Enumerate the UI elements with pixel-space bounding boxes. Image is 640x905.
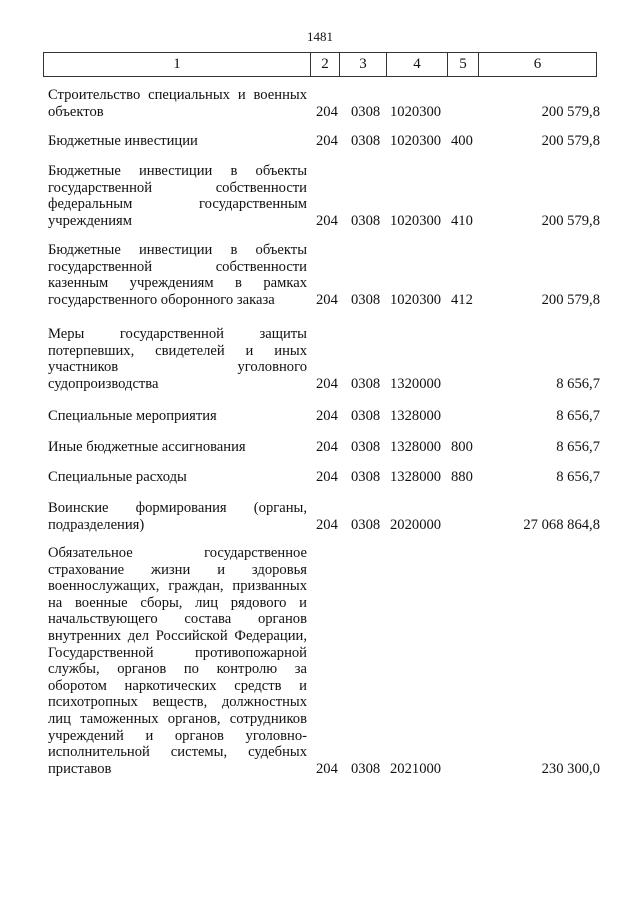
table-row: [48, 500, 600, 533]
description-line: Иные бюджетные ассигнования: [48, 439, 246, 455]
page-number: 1481: [307, 29, 333, 44]
cell-c4: 1020300: [390, 103, 442, 120]
description-line: потерпевших, свидетелей и иных: [48, 342, 307, 359]
description-line: Бюджетные инвестиции в объекты: [48, 163, 307, 179]
description-line: объектов: [48, 103, 104, 120]
table-row: [48, 439, 600, 456]
cell-c5: 410: [451, 212, 473, 229]
cell-c6: 200 579,8: [541, 291, 600, 308]
cell-c4: 1020300: [390, 291, 442, 308]
cell-c3: 0308: [351, 469, 381, 485]
header-col-6: 6: [533, 56, 542, 72]
description-line: казенным учреждениям в рамках: [48, 275, 307, 292]
description-line: участников уголовного: [48, 359, 307, 376]
cell-c2: 204: [316, 103, 338, 120]
description-line: страхование жизни и здоровья: [48, 561, 307, 578]
description-line: начальствующего состава органов: [48, 611, 307, 628]
cell-c5: 412: [451, 291, 473, 308]
description-line: службы, органов по контролю за: [48, 661, 307, 678]
cell-c4: 1328000: [390, 439, 442, 455]
cell-c5: 400: [451, 133, 473, 149]
cell-c3: 0308: [351, 375, 381, 392]
cell-c6: 8 656,7: [556, 375, 600, 392]
description-line: исполнительной системы, судебных: [48, 744, 307, 761]
cell-c2: 204: [316, 291, 338, 308]
table-header: [43, 52, 597, 77]
description-line: государственного оборонного заказа: [48, 291, 275, 308]
cell-c4: 2021000: [390, 760, 442, 777]
cell-c2: 204: [316, 516, 338, 533]
row-description: [48, 87, 307, 120]
cell-c4: 1020300: [390, 133, 442, 149]
description-line: военнослужащих, граждан, призванных: [48, 578, 307, 595]
cell-c6: 8 656,7: [556, 408, 600, 424]
cell-c3: 0308: [351, 439, 381, 455]
table-row: [48, 87, 600, 120]
row-description: [48, 408, 307, 425]
cell-c3: 0308: [351, 516, 381, 533]
row-description: [48, 469, 307, 486]
description-line: Воинские формирования (органы,: [48, 500, 307, 516]
description-line: оборотом наркотических средств и: [48, 677, 307, 694]
description-line: подразделения): [48, 516, 145, 533]
description-line: внутренних дел Российской Федерации,: [48, 627, 307, 644]
table-row: [48, 163, 600, 229]
header-col-2: 2: [311, 53, 340, 76]
description-line: Бюджетные инвестиции: [48, 133, 198, 149]
description-line: Строительство специальных и военных: [48, 87, 307, 103]
description-line: федеральным государственным: [48, 196, 307, 213]
header-col-5: 5: [448, 53, 479, 76]
cell-c6: 200 579,8: [541, 103, 600, 120]
cell-c6: 27 068 864,8: [523, 516, 600, 533]
cell-c2: 204: [316, 408, 338, 424]
row-description: [48, 163, 307, 229]
cell-c3: 0308: [351, 760, 381, 777]
cell-c6: 8 656,7: [556, 439, 600, 455]
cell-c6: 200 579,8: [541, 212, 600, 229]
cell-c2: 204: [316, 469, 338, 485]
description-line: психотропных веществ, должностных: [48, 694, 307, 711]
cell-c5: 800: [451, 439, 473, 455]
header-col-3: 3: [340, 53, 387, 76]
description-line: государственной собственности: [48, 258, 307, 275]
table-row: [48, 242, 600, 308]
cell-c2: 204: [316, 133, 338, 149]
row-description: [48, 545, 307, 777]
row-description: [48, 500, 307, 533]
row-description: [48, 439, 307, 456]
description-line: Меры государственной защиты: [48, 326, 307, 342]
cell-c4: 1320000: [390, 375, 442, 392]
description-line: Специальные мероприятия: [48, 408, 217, 424]
table-row: [48, 133, 600, 150]
cell-c2: 204: [316, 212, 338, 229]
cell-c3: 0308: [351, 133, 381, 149]
cell-c2: 204: [316, 439, 338, 455]
description-line: Обязательное государственное: [48, 545, 307, 561]
description-line: учреждений и органов уголовно-: [48, 727, 307, 744]
cell-c3: 0308: [351, 212, 381, 229]
cell-c6: 8 656,7: [556, 469, 600, 485]
cell-c5: 880: [451, 469, 473, 485]
cell-c3: 0308: [351, 103, 381, 120]
description-line: Специальные расходы: [48, 469, 187, 485]
row-description: [48, 326, 307, 392]
cell-c2: 204: [316, 375, 338, 392]
table-row: [48, 545, 600, 777]
description-line: на военные сборы, лиц рядового и: [48, 594, 307, 611]
cell-c4: 1328000: [390, 469, 442, 485]
description-line: лиц таможенных органов, сотрудников: [48, 710, 307, 727]
cell-c6: 230 300,0: [541, 760, 600, 777]
cell-c2: 204: [316, 760, 338, 777]
description-line: судопроизводства: [48, 375, 159, 392]
header-col-4: 4: [387, 53, 448, 76]
cell-c4: 2020000: [390, 516, 442, 533]
header-col-1: 1: [44, 53, 311, 76]
table-row: [48, 408, 600, 425]
row-description: [48, 242, 307, 308]
description-line: государственной собственности: [48, 179, 307, 196]
description-line: Бюджетные инвестиции в объекты: [48, 242, 307, 258]
cell-c6: 200 579,8: [541, 133, 600, 149]
row-description: [48, 133, 307, 150]
description-line: приставов: [48, 760, 112, 777]
cell-c3: 0308: [351, 408, 381, 424]
description-line: Государственной противопожарной: [48, 644, 307, 661]
description-line: учреждениям: [48, 212, 132, 229]
table-row: [48, 326, 600, 392]
cell-c3: 0308: [351, 291, 381, 308]
cell-c4: 1020300: [390, 212, 442, 229]
table-row: [48, 469, 600, 486]
cell-c4: 1328000: [390, 408, 442, 424]
